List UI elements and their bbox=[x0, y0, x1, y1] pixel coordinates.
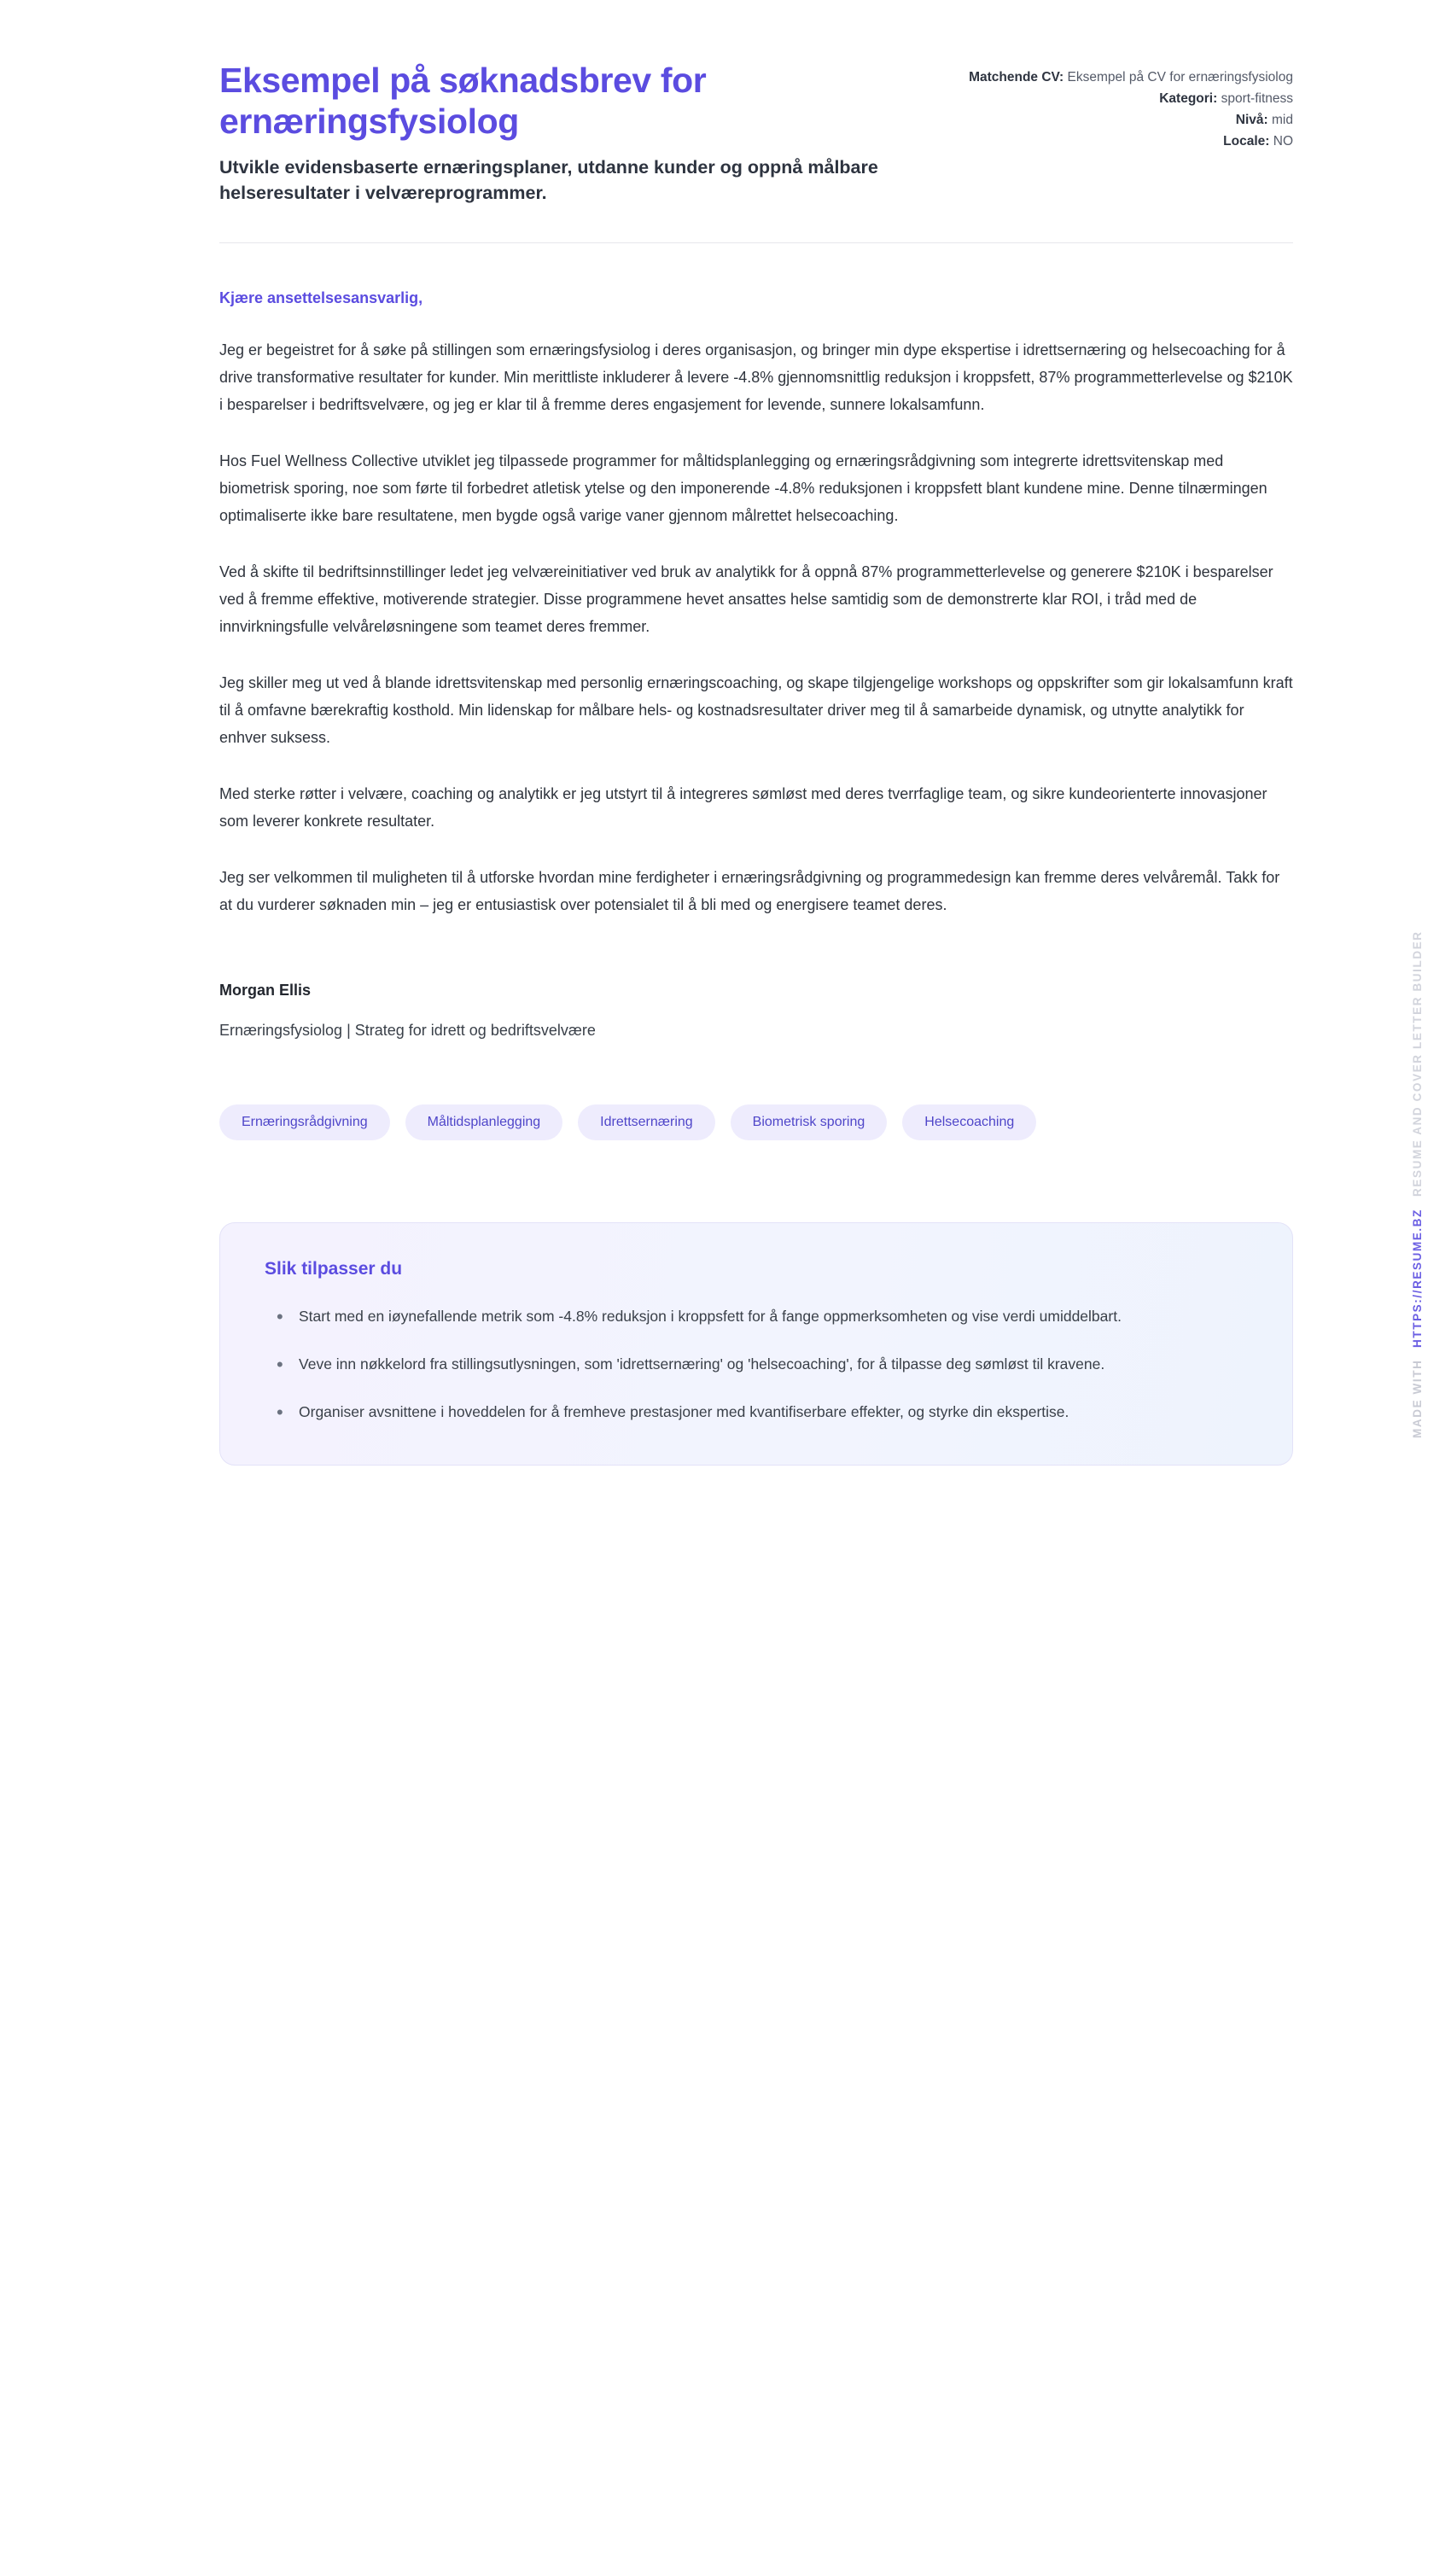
letter-paragraph: Med sterke røtter i velvære, coaching og analytikk er jeg utstyrt til å integreres sømløst med deres tverrfaglige team, og sikre kundeorienterte innovasjoner som leverer konkrete resultater. bbox=[219, 785, 1267, 830]
meta-item-category bbox=[969, 88, 1293, 109]
page-subtitle: Utvikle evidensbaserte ernæringsplaner, utdanne kunder og oppnå målbare helseresultater i velværeprogrammer. bbox=[219, 156, 878, 204]
meta-key: Locale: bbox=[1223, 134, 1270, 149]
tips-list-item: • Start med en iøynefallende metrik som -4.8% reduksjon i kroppsfett for å fange oppmerksomheten og vise verdi umiddelbart. bbox=[270, 1303, 1248, 1329]
letter-paragraph: Ved å skifte til bedriftsinnstillinger ledet jeg velværeinitiativer ved bruk av analytikk for å oppnå 87% programmetterlevelse og generere $210K i besparelser ved å fremme effektive, motiverende strategier. Disse programmene hevet ansattes helse samtidig som de demonstrerte klar ROI, i tråd med de innvirkningsfulle velvåreløsningene som teamet deres fremmer. bbox=[219, 562, 1273, 636]
skill-tag-list bbox=[219, 1104, 1293, 1140]
letter-salutation: Kjære ansettelsesansvarlig, bbox=[219, 288, 423, 306]
meta-value: sport-fitness bbox=[1221, 91, 1293, 107]
side-watermark bbox=[1401, 930, 1432, 1664]
tips-list-item: • Veve inn nøkkelord fra stillingsutlysningen, som 'idrettsernæring' og 'helsecoaching', for å tilpasse deg sømløst til kravene. bbox=[270, 1351, 1248, 1377]
meta-value: mid bbox=[1272, 113, 1293, 128]
page-title: Eksempel på søknadsbrev for ernæringsfysiolog bbox=[219, 61, 707, 142]
document-header bbox=[219, 60, 1293, 243]
letter-paragraph: Jeg skiller meg ut ved å blande idrettsvitenskap med personlig ernæringscoaching, og skape tilgjengelige workshops og oppskrifter som gir lokalsamfunn kraft til å omfavne bærekraftig kosthold. Min lidenskap for målbare hels- og kostnadsresultater driver meg til å samarbeide dynamisk, og utnytte analytikk for enhver suksess. bbox=[219, 674, 1293, 747]
watermark-url[interactable]: HTTPS://RESUME.BZ bbox=[1410, 1208, 1424, 1348]
letter-body bbox=[219, 243, 1293, 919]
meta-value: NO bbox=[1273, 134, 1293, 149]
skill-tag[interactable]: Biometrisk sporing bbox=[731, 1104, 888, 1140]
tips-list-item: • Organiser avsnittene i hoveddelen for å fremheve prestasjoner med kvantifiserbare effekter, og styrke din ekspertise. bbox=[270, 1399, 1248, 1425]
signature-role: Ernæringsfysiolog | Strateg for idrett og bedriftsvelvære bbox=[219, 1022, 596, 1040]
skill-tag[interactable]: Helsecoaching bbox=[902, 1104, 1036, 1140]
meta-key: Nivå: bbox=[1235, 113, 1268, 128]
watermark-made-with: MADE WITH bbox=[1410, 1359, 1424, 1438]
skill-tag[interactable]: Måltidsplanlegging bbox=[405, 1104, 563, 1140]
tips-list bbox=[265, 1303, 1248, 1425]
letter-paragraph: Jeg ser velkommen til muligheten til å utforske hvordan mine ferdigheter i ernæringsrådgivning og programmedesign kan fremme deres velvåremål. Takk for at du vurderer søknaden min – jeg er entusiastisk over potensialet til å bli med og energisere teamet deres. bbox=[219, 869, 1280, 914]
header-left bbox=[219, 60, 935, 207]
signature-name: Morgan Ellis bbox=[219, 982, 312, 1000]
letter-paragraph: Hos Fuel Wellness Collective utviklet jeg tilpassede programmer for måltidsplanlegging og ernæringsrådgivning som integrerte idrettsvitenskap med biometrisk sporing, noe som førte til forbedret atletisk ytelse og den imponerende -4.8% reduksjonen i kroppsfett blant kundene mine. Denne tilnærmingen optimaliserte ikke bare resultatene, men bygde også varige vaner gjennom målrettet helsecoaching. bbox=[219, 452, 1267, 524]
meta-item-matching-cv bbox=[969, 67, 1293, 88]
letter-paragraph: Jeg er begeistret for å søke på stillingen som ernæringsfysiolog i deres organisasjon, og bringer min dype ekspertise i idrettsernæring og helsecoaching for å drive transformative resultater for kunder. Min merittliste inkluderer å levere -4.8% gjennomsnittlig reduksjon i kroppsfett, 87% programmetterlevelse og $210K i besparelser i bedriftsvelvære, og jeg er klar til å fremme deres engasjement for levende, sunnere lokalsamfunn. bbox=[219, 341, 1293, 413]
meta-item-level bbox=[969, 109, 1293, 131]
customization-tips-card bbox=[219, 1222, 1293, 1465]
watermark-text bbox=[1411, 930, 1424, 1438]
meta-value: Eksempel på CV for ernæringsfysiolog bbox=[1067, 70, 1293, 85]
meta-key: Matchende CV: bbox=[969, 70, 1064, 85]
meta-item-locale bbox=[969, 131, 1293, 152]
page-content bbox=[90, 0, 1361, 1517]
tips-title: Slik tilpasser du bbox=[265, 1259, 403, 1279]
signature-block bbox=[219, 982, 1293, 1040]
document-meta bbox=[969, 60, 1293, 152]
meta-key: Kategori: bbox=[1159, 91, 1218, 107]
skill-tag[interactable]: Ernæringsrådgivning bbox=[219, 1104, 390, 1140]
skill-tag[interactable]: Idrettsernæring bbox=[578, 1104, 715, 1140]
watermark-tagline: RESUME AND COVER LETTER BUILDER bbox=[1410, 930, 1424, 1197]
